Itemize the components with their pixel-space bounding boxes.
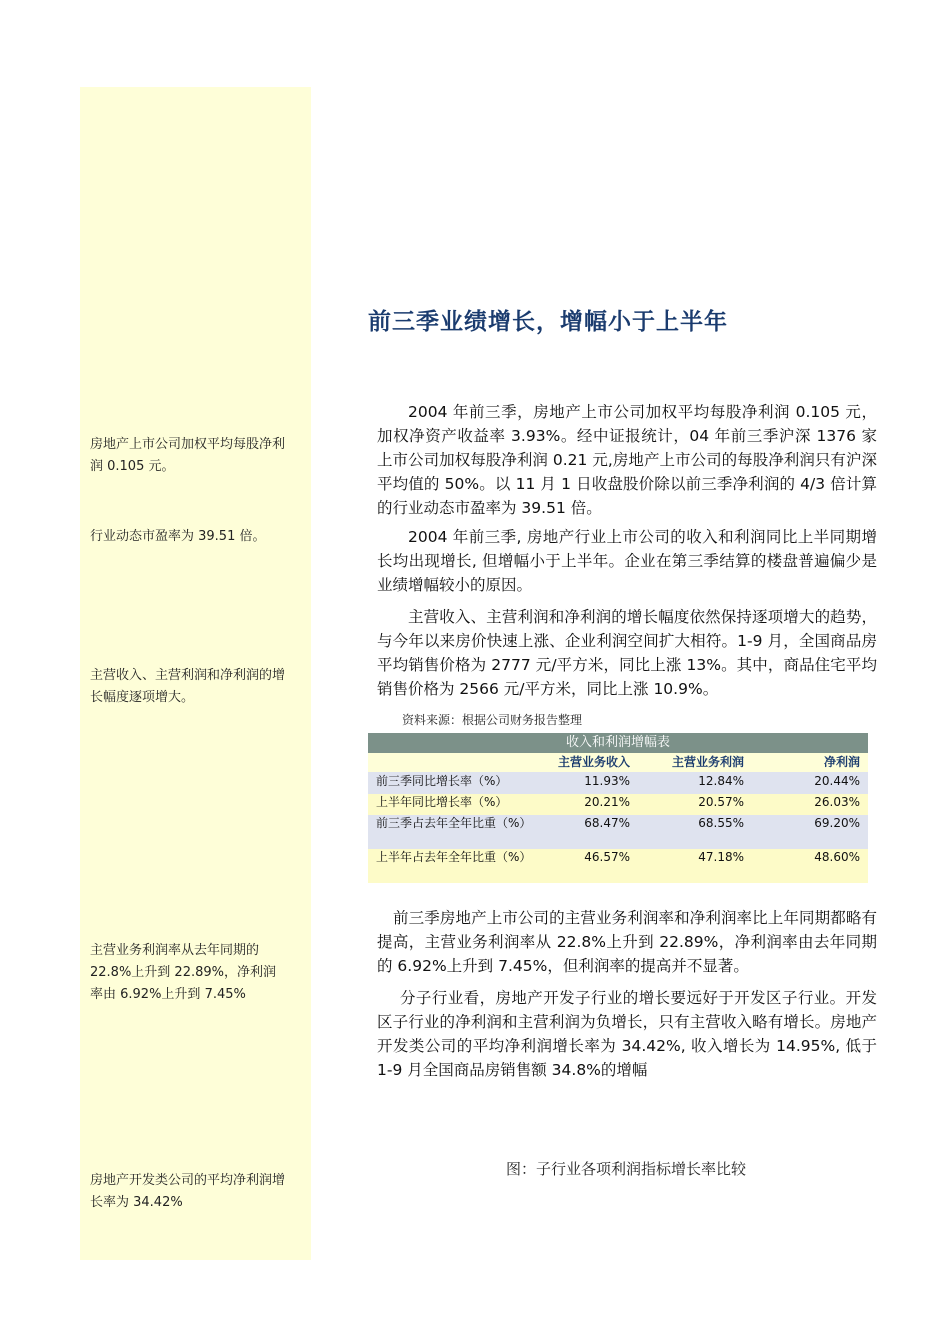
cell-revenue: 46.57% [584,850,630,864]
sidebar-note-developer: 房地产开发类公司的平均净利润增长率为 34.42% [90,1173,286,1210]
sidebar-note-pe: 行业动态市盈率为 39.51 倍。 [90,529,266,544]
row-label: 前三季同比增长率（%） [376,774,508,788]
table-title: 收入和利润增幅表 [368,733,868,753]
cell-net-profit: 20.44% [814,774,860,788]
paragraph-4: 前三季房地产上市公司的主营业务利润率和净利润率比上年同期都略有提高，主营业务利润率从 22.8%上升到 22.89%，净利润率由去年同期的 6.92%上升到 7.45%，但利润率的提高并不显著。 [377,909,877,975]
table-row [368,794,868,815]
row-label: 上半年同比增长率（%） [376,795,508,809]
row-label: 上半年占去年全年比重（%） [376,850,532,864]
section-heading: 前三季业绩增长，增幅小于上半年 [368,309,728,335]
cell-profit: 47.18% [698,850,744,864]
table-header-row [368,753,868,772]
cell-net-profit: 48.60% [814,850,860,864]
sidebar-note-eps: 房地产上市公司加权平均每股净利润 0.105 元。 [90,437,286,474]
cell-net-profit: 69.20% [814,816,860,830]
cell-profit: 68.55% [698,816,744,830]
row-label: 前三季占去年全年比重（%） [376,816,532,830]
cell-net-profit: 26.03% [814,795,860,809]
cell-revenue: 68.47% [584,816,630,830]
table-header-profit: 主营业务利润 [671,755,744,769]
table-header-net-profit: 净利润 [823,755,860,769]
paragraph-3: 主营收入、主营利润和净利润的增长幅度依然保持逐项增大的趋势，与今年以来房价快速上涨、企业利润空间扩大相符。1-9 月，全国商品房平均销售价格为 2777 元/平方米，同比上涨 13%。其中，商品住宅平均销售价格为 2566 元/平方米，同比上涨 10.9%。 [377,608,877,698]
paragraph-1: 2004 年前三季，房地产上市公司加权平均每股净利润 0.105 元，加权净资产收益率 3.93%。经中证报统计，04 年前三季沪深 1376 家上市公司加权每股净利润 0.21 元,房地产上市公司的每股净利润只有沪深平均值的 50%。以 11 月 1 日收盘股价除以前三季净利润的 4/3 倍计算的行业动态市盈率为 39.51 倍。 [377,403,877,517]
paragraph-5: 分子行业看，房地产开发子行业的增长要远好于开发区子行业。开发区子行业的净利润和主营利润为负增长，只有主营收入略有增长。房地产开发类公司的平均净利润增长率为 34.42%, 收入增长为 14.95%, 低于 1-9 月全国商品房销售额 34.8%的增幅 [377,989,877,1079]
paragraph-2: 2004 年前三季, 房地产行业上市公司的收入和利润同比上半同期增长均出现增长, 但增幅小于上半年。企业在第三季结算的楼盘普遍偏少是业绩增幅较小的原因。 [377,528,877,594]
cell-revenue: 20.21% [584,795,630,809]
growth-table [368,733,868,883]
table-row [368,772,868,794]
cell-revenue: 11.93% [584,774,630,788]
sidebar-note-growth: 主营收入、主营利润和净利润的增长幅度逐项增大。 [90,668,286,705]
table-row [368,815,868,849]
data-source-note: 资料来源：根据公司财务报告整理 [402,713,583,727]
table-header-blank [368,753,548,772]
table-header-revenue: 主营业务收入 [557,755,630,769]
cell-profit: 20.57% [698,795,744,809]
table-row [368,849,868,883]
sidebar-note-margin: 主营业务利润率从去年同期的 22.8%上升到 22.89%，净利润率由 6.92%上升到 7.45% [90,943,276,1002]
figure-caption: 图：子行业各项利润指标增长率比较 [506,1160,747,1178]
cell-profit: 12.84% [698,774,744,788]
